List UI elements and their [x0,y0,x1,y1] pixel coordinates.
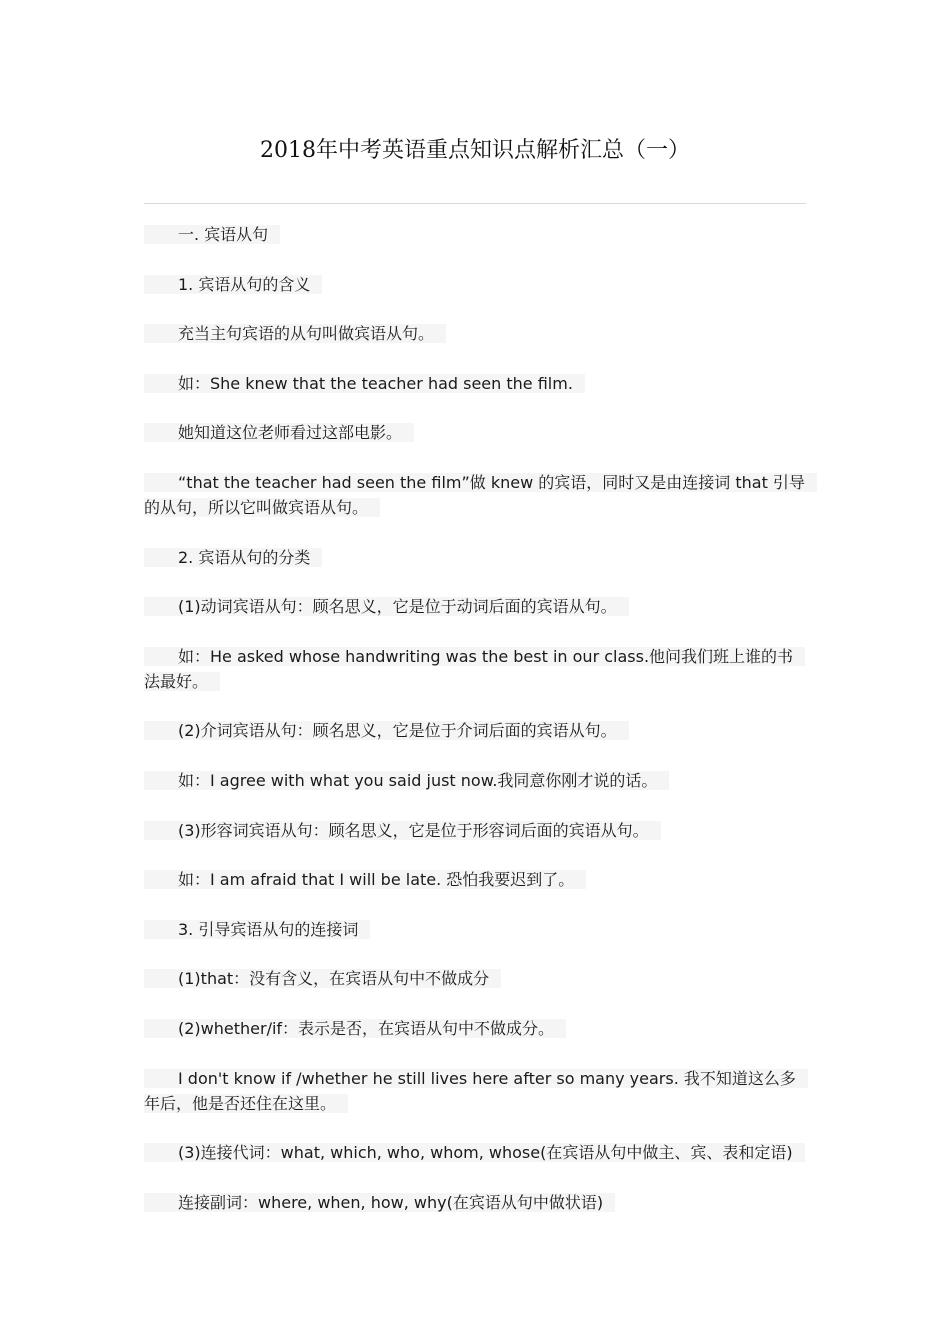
document-title: 2018年中考英语重点知识点解析汇总（一） [260,138,690,163]
paragraph-text: 充当主句宾语的从句叫做宾语从句。 [178,324,435,344]
paragraph-text: (1)that：没有含义，在宾语从句中不做成分 [178,969,490,989]
paragraph-text: (3)连接代词：what, which, who, whom, whose(在宾语从句中做主、宾、表和定语) [178,1143,793,1163]
paragraph [144,644,808,694]
paragraph-text: (3)形容词宾语从句：顾名思义，它是位于形容词后面的宾语从句。 [178,820,649,840]
paragraph [144,917,808,942]
paragraph-text: 如：He asked whose handwriting was the best in our class.他问我们班上谁的书法最好。 [144,646,794,691]
paragraph-text: 3. 引导宾语从句的连接词 [178,919,359,939]
paragraph-text: (2)whether/if：表示是否，在宾语从句中不做成分。 [178,1018,555,1038]
paragraph-text: 1. 宾语从句的含义 [178,274,311,294]
paragraph [144,966,808,991]
paragraph [144,1140,808,1165]
paragraph [144,768,808,793]
paragraph-text: 如：I agree with what you said just now.我同意你刚才说的话。 [178,770,658,790]
paragraph-text: (2)介词宾语从句：顾名思义，它是位于介词后面的宾语从句。 [178,721,617,741]
paragraph-text: I don't know if /whether he still lives here after so many years. 我不知道这么多年后，他是否还住在这里。 [144,1068,796,1113]
paragraph [144,222,808,247]
paragraph-text: 2. 宾语从句的分类 [178,547,311,567]
paragraph-text: 她知道这位老师看过这部电影。 [178,423,403,443]
title-divider [144,203,806,204]
paragraph-text: 一. 宾语从句 [178,225,269,244]
paragraph [144,420,808,445]
document-body [144,222,808,1239]
paragraph [144,1066,808,1116]
paragraph [144,818,808,843]
paragraph-text: (1)动词宾语从句：顾名思义，它是位于动词后面的宾语从句。 [178,597,617,617]
paragraph [144,470,808,520]
paragraph [144,371,808,396]
paragraph [144,321,808,346]
paragraph-text: 如：She knew that the teacher had seen the film. [178,373,573,393]
paragraph-text: 如：I am afraid that I will be late. 恐怕我要迟到了。 [178,870,575,890]
paragraph [144,867,808,892]
paragraph [144,272,808,297]
paragraph-text: “that the teacher had seen the film”做 knew 的宾语，同时又是由连接词 that 引导的从句，所以它叫做宾语从句。 [144,472,805,517]
paragraph [144,594,808,619]
paragraph-text: 连接副词：where, when, how, why(在宾语从句中做状语) [178,1192,604,1212]
paragraph [144,1016,808,1041]
paragraph [144,1190,808,1215]
paragraph [144,718,808,743]
paragraph [144,545,808,570]
